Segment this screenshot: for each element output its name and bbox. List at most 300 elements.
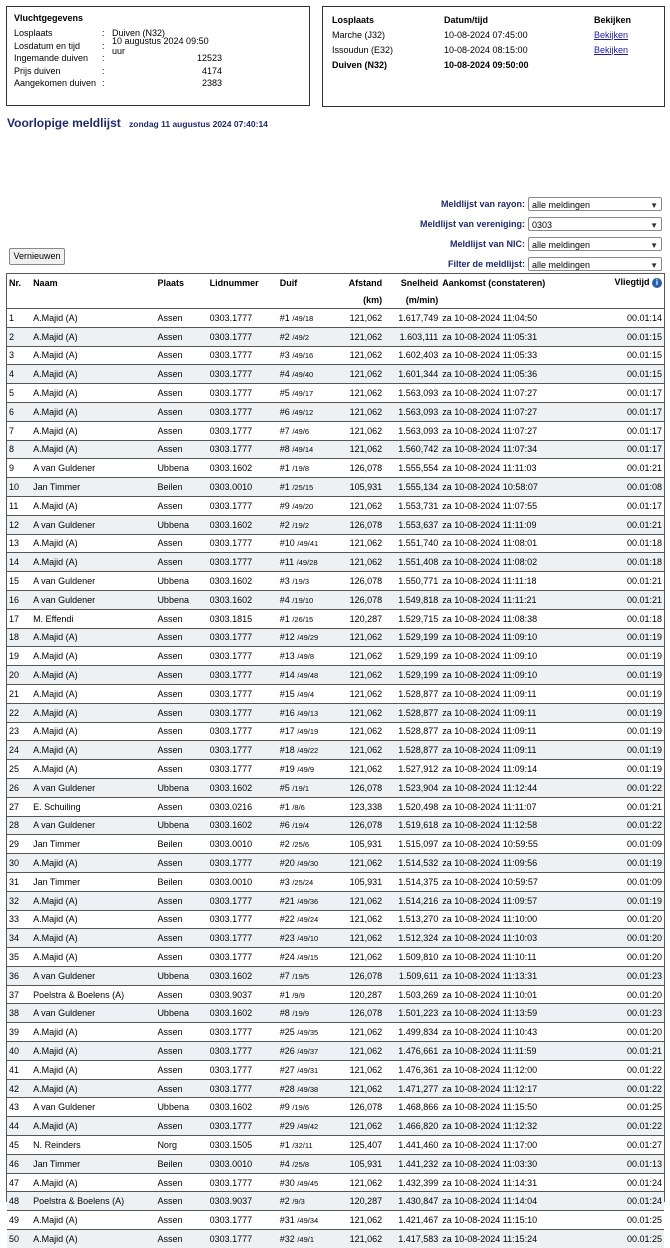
cell-snelheid: 1.529,199 [384,666,440,685]
cell-vliegtijd: 00.01:21 [581,1042,664,1061]
cell-lidnummer: 0303.0010 [208,872,278,891]
duif-ring: /19/2 [292,520,310,530]
cell-plaats: Assen [155,402,207,421]
duif-ring: /49/13 [297,708,319,718]
cell-snelheid: 1.551,408 [384,553,440,572]
cell-aankomst: za 10-08-2024 11:15:10 [440,1211,580,1230]
cell-plaats: Assen [155,440,207,459]
cell-afstand: 121,062 [336,384,384,403]
cell-lidnummer: 0303.1777 [208,496,278,515]
cell-snelheid: 1.468,866 [384,1098,440,1117]
cell-lidnummer: 0303.1602 [208,966,278,985]
cell-snelheid: 1.617,749 [384,309,440,328]
cell-nr: 7 [7,421,31,440]
table-row [7,1154,664,1173]
cell-vliegtijd: 00.01:22 [581,816,664,835]
cell-afstand: 121,062 [336,741,384,760]
chevron-down-icon: ▼ [650,221,658,230]
cell-afstand: 121,062 [336,1230,384,1248]
table-row [7,459,664,478]
cell-duif [278,534,336,553]
cell-afstand: 121,062 [336,929,384,948]
table-row [7,478,664,497]
cell-plaats: Ubbena [155,1004,207,1023]
cell-naam: A.Majid (A) [31,1230,155,1248]
cell-naam: A van Guldener [31,966,155,985]
cell-naam: A.Majid (A) [31,722,155,741]
table-row [7,1004,664,1023]
cell-lidnummer: 0303.1777 [208,760,278,779]
cell-vliegtijd: 00.01:13 [581,1154,664,1173]
cell-aankomst: za 10-08-2024 11:04:50 [440,309,580,328]
release-points-panel [322,6,665,107]
cell-nr: 20 [7,666,31,685]
cell-duif [278,421,336,440]
cell-aankomst: za 10-08-2024 11:08:01 [440,534,580,553]
cell-naam: A.Majid (A) [31,628,155,647]
cell-aankomst: za 10-08-2024 11:09:10 [440,628,580,647]
cell-lidnummer: 0303.1777 [208,1023,278,1042]
cell-plaats: Assen [155,948,207,967]
cell-afstand: 121,062 [336,1023,384,1042]
duif-ring: /25/6 [292,840,310,850]
cell-aankomst: za 10-08-2024 11:11:21 [440,590,580,609]
cell-plaats: Beilen [155,835,207,854]
cell-nr: 2 [7,327,31,346]
cell-naam: A.Majid (A) [31,496,155,515]
cell-snelheid: 1.528,877 [384,722,440,741]
release-time: 10-08-2024 08:15:00 [444,44,528,55]
cell-snelheid: 1.527,912 [384,760,440,779]
cell-aankomst: za 10-08-2024 11:07:27 [440,402,580,421]
release-time: 10-08-2024 07:45:00 [444,29,528,40]
cell-duif [278,891,336,910]
cell-vliegtijd: 00.01:17 [581,402,664,421]
cell-aankomst: za 10-08-2024 11:10:43 [440,1023,580,1042]
duif-number: #14 [279,670,295,681]
duif-number: #28 [279,1083,295,1094]
cell-plaats: Assen [155,722,207,741]
table-row [7,1173,664,1192]
cell-duif [278,1023,336,1042]
cell-plaats: Ubbena [155,1098,207,1117]
cell-aankomst: za 10-08-2024 11:12:32 [440,1117,580,1136]
cell-plaats: Assen [155,309,207,328]
cell-vliegtijd: 00.01:25 [581,1098,664,1117]
cell-duif [278,365,336,384]
view-link[interactable]: Bekijken [594,44,629,55]
cell-vliegtijd: 00.01:19 [581,628,664,647]
cell-lidnummer: 0303.1777 [208,384,278,403]
cell-vliegtijd: 00.01:21 [581,515,664,534]
flight-info-separator: : [102,53,105,64]
cell-nr: 50 [7,1230,31,1248]
cell-plaats: Ubbena [155,572,207,591]
cell-plaats: Ubbena [155,816,207,835]
filter-rayon-select[interactable] [528,197,662,211]
table-row [7,1042,664,1061]
cell-afstand: 121,062 [336,365,384,384]
duif-ring: /49/9 [297,765,315,775]
duif-number: #4 [279,1158,290,1169]
duif-ring: /49/22 [297,746,319,756]
cell-lidnummer: 0303.0010 [208,1154,278,1173]
cell-lidnummer: 0303.1602 [208,816,278,835]
cell-nr: 42 [7,1079,31,1098]
release-row [332,42,655,57]
cell-nr: 38 [7,1004,31,1023]
cell-nr: 10 [7,478,31,497]
cell-plaats: Assen [155,1079,207,1098]
cell-duif [278,572,336,591]
duif-number: #13 [279,651,295,662]
filter-nic-select[interactable] [528,237,662,251]
cell-nr: 17 [7,609,31,628]
view-link[interactable]: Bekijken [594,29,629,40]
cell-plaats: Assen [155,534,207,553]
cell-duif [278,440,336,459]
duif-ring: /49/18 [292,313,314,323]
cell-nr: 32 [7,891,31,910]
cell-vliegtijd: 00.01:19 [581,666,664,685]
cell-vliegtijd: 00.01:21 [581,797,664,816]
duif-number: #2 [279,331,290,342]
table-row [7,327,664,346]
cell-naam: A van Guldener [31,1004,155,1023]
cell-lidnummer: 0303.1777 [208,722,278,741]
cell-naam: A.Majid (A) [31,760,155,779]
cell-nr: 29 [7,835,31,854]
duif-number: #31 [279,1215,295,1226]
col-naam: Naam [33,277,58,288]
cell-nr: 5 [7,384,31,403]
cell-lidnummer: 0303.1777 [208,365,278,384]
cell-afstand: 123,338 [336,797,384,816]
cell-duif [278,948,336,967]
duif-number: #8 [279,1008,290,1019]
duif-number: #11 [279,557,295,568]
cell-nr: 12 [7,515,31,534]
duif-number: #16 [279,707,295,718]
cell-vliegtijd: 00.01:08 [581,478,664,497]
table-row [7,553,664,572]
cell-vliegtijd: 00.01:21 [581,459,664,478]
duif-number: #7 [279,425,290,436]
cell-lidnummer: 0303.1777 [208,553,278,572]
cell-plaats: Assen [155,1173,207,1192]
cell-snelheid: 1.553,731 [384,496,440,515]
cell-snelheid: 1.476,661 [384,1042,440,1061]
cell-naam: A.Majid (A) [31,384,155,403]
cell-plaats: Assen [155,910,207,929]
cell-snelheid: 1.563,093 [384,384,440,403]
cell-plaats: Assen [155,1060,207,1079]
cell-aankomst: za 10-08-2024 11:09:14 [440,760,580,779]
cell-naam: E. Schuiling [31,797,155,816]
refresh-button[interactable]: Vernieuwen [9,248,65,265]
flight-info-value: Duiven (N32) [112,28,166,39]
cell-snelheid: 1.432,399 [384,1173,440,1192]
cell-nr: 33 [7,910,31,929]
cell-nr: 46 [7,1154,31,1173]
cell-naam: Jan Timmer [31,872,155,891]
duif-number: #26 [279,1045,295,1056]
filter-rayon [362,194,662,214]
duif-ring: /49/48 [297,671,319,681]
cell-afstand: 121,062 [336,684,384,703]
cell-nr: 26 [7,778,31,797]
cell-plaats: Assen [155,1023,207,1042]
cell-duif [278,985,336,1004]
table-row [7,609,664,628]
cell-snelheid: 1.602,403 [384,346,440,365]
cell-afstand: 121,062 [336,891,384,910]
filter-nic-label: Meldlijst van NIC: [449,239,525,249]
cell-lidnummer: 0303.1777 [208,1211,278,1230]
duif-number: #19 [279,764,295,775]
col-vliegtijd-label: Vliegtijd [614,277,650,287]
cell-afstand: 121,062 [336,1042,384,1061]
cell-nr: 43 [7,1098,31,1117]
filter-nic-value: alle meldingen [532,240,591,250]
cell-plaats: Assen [155,929,207,948]
duif-number: #21 [279,895,295,906]
duif-ring: /49/38 [297,1084,319,1094]
cell-naam: A van Guldener [31,1098,155,1117]
table-row [7,985,664,1004]
cell-duif [278,1211,336,1230]
cell-vliegtijd: 00.01:17 [581,421,664,440]
cell-lidnummer: 0303.1777 [208,440,278,459]
cell-naam: A.Majid (A) [31,741,155,760]
cell-naam: A.Majid (A) [31,929,155,948]
cell-nr: 21 [7,684,31,703]
cell-plaats: Assen [155,609,207,628]
table-row [7,628,664,647]
table-row [7,572,664,591]
cell-snelheid: 1.503,269 [384,985,440,1004]
duif-number: #2 [279,839,290,850]
cell-duif [278,459,336,478]
cell-nr: 36 [7,966,31,985]
cell-duif [278,1154,336,1173]
duif-ring: /19/1 [292,783,310,793]
col-aankomst: Aankomst (constateren) [442,277,546,288]
flight-info-label: Prijs duiven [14,65,61,76]
cell-afstand: 120,287 [336,1192,384,1211]
cell-plaats: Assen [155,496,207,515]
release-header-row [332,13,655,27]
cell-nr: 27 [7,797,31,816]
cell-duif [278,872,336,891]
cell-afstand: 121,062 [336,628,384,647]
cell-naam: A van Guldener [31,590,155,609]
duif-ring: /49/36 [297,896,319,906]
cell-duif [278,684,336,703]
cell-duif [278,402,336,421]
cell-nr: 14 [7,553,31,572]
cell-duif [278,1079,336,1098]
cell-lidnummer: 0303.1777 [208,647,278,666]
duif-ring: /49/42 [297,1122,319,1132]
table-row [7,1079,664,1098]
duif-number: #25 [279,1027,295,1038]
cell-snelheid: 1.529,199 [384,628,440,647]
cell-lidnummer: 0303.1777 [208,929,278,948]
cell-afstand: 121,062 [336,948,384,967]
flight-info-label: Losplaats [14,28,53,39]
results-table [6,273,665,1244]
table-row [7,1098,664,1117]
cell-lidnummer: 0303.1777 [208,309,278,328]
release-place: Issoudun (E32) [332,44,394,55]
flight-info-separator: : [102,65,105,76]
cell-snelheid: 1.528,877 [384,684,440,703]
cell-vliegtijd: 00.01:15 [581,346,664,365]
duif-ring: /19/3 [292,577,310,587]
release-time: 10-08-2024 09:50:00 [444,59,529,70]
cell-lidnummer: 0303.9037 [208,1192,278,1211]
table-row [7,647,664,666]
cell-naam: A.Majid (A) [31,1173,155,1192]
cell-afstand: 126,078 [336,816,384,835]
filter-panel [362,194,662,274]
cell-naam: N. Reinders [31,1136,155,1155]
cell-aankomst: za 10-08-2024 11:07:27 [440,384,580,403]
cell-naam: A.Majid (A) [31,666,155,685]
cell-afstand: 120,287 [336,985,384,1004]
duif-ring: /19/4 [292,821,310,831]
filter-meldlijst-select[interactable] [528,257,662,271]
cell-duif [278,966,336,985]
cell-snelheid: 1.550,771 [384,572,440,591]
cell-afstand: 121,062 [336,1211,384,1230]
flight-info-value: 10 augustus 2024 09:50 uur [112,35,209,56]
table-row [7,309,664,328]
table-row [7,1117,664,1136]
duif-ring: /25/15 [292,483,314,493]
cell-lidnummer: 0303.9037 [208,985,278,1004]
cell-nr: 1 [7,309,31,328]
cell-afstand: 121,062 [336,496,384,515]
duif-number: #5 [279,782,290,793]
cell-naam: A.Majid (A) [31,1042,155,1061]
cell-snelheid: 1.512,324 [384,929,440,948]
cell-snelheid: 1.417,583 [384,1230,440,1248]
cell-vliegtijd: 00.01:20 [581,948,664,967]
cell-lidnummer: 0303.1777 [208,910,278,929]
cell-lidnummer: 0303.1777 [208,327,278,346]
cell-afstand: 126,078 [336,459,384,478]
cell-nr: 22 [7,703,31,722]
duif-number: #22 [279,914,295,925]
cell-afstand: 126,078 [336,515,384,534]
cell-plaats: Assen [155,760,207,779]
col-afstand-unit: (km) [363,294,383,305]
cell-vliegtijd: 00.01:19 [581,703,664,722]
cell-lidnummer: 0303.1777 [208,741,278,760]
flight-info-value: 12523 [196,53,222,64]
cell-snelheid: 1.563,093 [384,402,440,421]
cell-afstand: 121,062 [336,346,384,365]
cell-aankomst: za 10-08-2024 11:09:57 [440,891,580,910]
duif-ring: /19/8 [292,464,310,474]
cell-aankomst: za 10-08-2024 11:12:58 [440,816,580,835]
release-row [332,27,655,42]
cell-afstand: 121,062 [336,421,384,440]
cell-plaats: Beilen [155,872,207,891]
flight-info-value: 4174 [201,65,222,76]
table-row [7,891,664,910]
cell-vliegtijd: 00.01:21 [581,590,664,609]
table-row [7,741,664,760]
cell-aankomst: za 10-08-2024 11:09:11 [440,703,580,722]
cell-aankomst: za 10-08-2024 11:15:50 [440,1098,580,1117]
cell-nr: 47 [7,1173,31,1192]
cell-nr: 23 [7,722,31,741]
duif-number: #20 [279,858,295,868]
cell-vliegtijd: 00.01:25 [581,1211,664,1230]
cell-naam: A.Majid (A) [31,327,155,346]
duif-ring: /49/6 [292,426,310,436]
cell-snelheid: 1.421,467 [384,1211,440,1230]
cell-lidnummer: 0303.1777 [208,1173,278,1192]
filter-vereniging-select[interactable] [528,217,662,231]
cell-aankomst: za 10-08-2024 10:59:55 [440,835,580,854]
chevron-down-icon: ▼ [650,241,658,250]
cell-lidnummer: 0303.1602 [208,778,278,797]
duif-ring: /49/1 [297,1234,315,1244]
cell-snelheid: 1.603,111 [384,327,440,346]
cell-lidnummer: 0303.1777 [208,421,278,440]
cell-aankomst: za 10-08-2024 11:11:07 [440,797,580,816]
flight-info-separator: : [102,28,105,39]
duif-number: #5 [279,388,290,399]
cell-aankomst: za 10-08-2024 11:11:18 [440,572,580,591]
cell-lidnummer: 0303.1602 [208,590,278,609]
cell-duif [278,1098,336,1117]
cell-vliegtijd: 00.01:22 [581,1079,664,1098]
cell-snelheid: 1.501,223 [384,1004,440,1023]
table-row [7,854,664,873]
cell-vliegtijd: 00.01:18 [581,609,664,628]
cell-nr: 30 [7,854,31,873]
cell-snelheid: 1.441,460 [384,1136,440,1155]
cell-vliegtijd: 00.01:23 [581,966,664,985]
page-subtitle: zondag 11 augustus 2024 07:40:14 [129,119,268,129]
cell-snelheid: 1.520,498 [384,797,440,816]
cell-afstand: 121,062 [336,1173,384,1192]
col-duif: Duif [279,277,298,288]
cell-snelheid: 1.553,637 [384,515,440,534]
cell-vliegtijd: 00.01:15 [581,327,664,346]
cell-duif [278,1230,336,1248]
cell-nr: 13 [7,534,31,553]
cell-aankomst: za 10-08-2024 11:14:04 [440,1192,580,1211]
cell-plaats: Beilen [155,1154,207,1173]
cell-nr: 8 [7,440,31,459]
duif-number: #6 [279,406,290,417]
filter-rayon-label: Meldlijst van rayon: [440,199,525,209]
duif-number: #12 [279,632,295,643]
cell-nr: 41 [7,1060,31,1079]
cell-duif [278,722,336,741]
cell-plaats: Assen [155,1042,207,1061]
col-snelheid-unit: (m/min) [405,294,439,305]
cell-duif [278,384,336,403]
info-icon[interactable]: i [652,278,662,288]
cell-nr: 49 [7,1211,31,1230]
